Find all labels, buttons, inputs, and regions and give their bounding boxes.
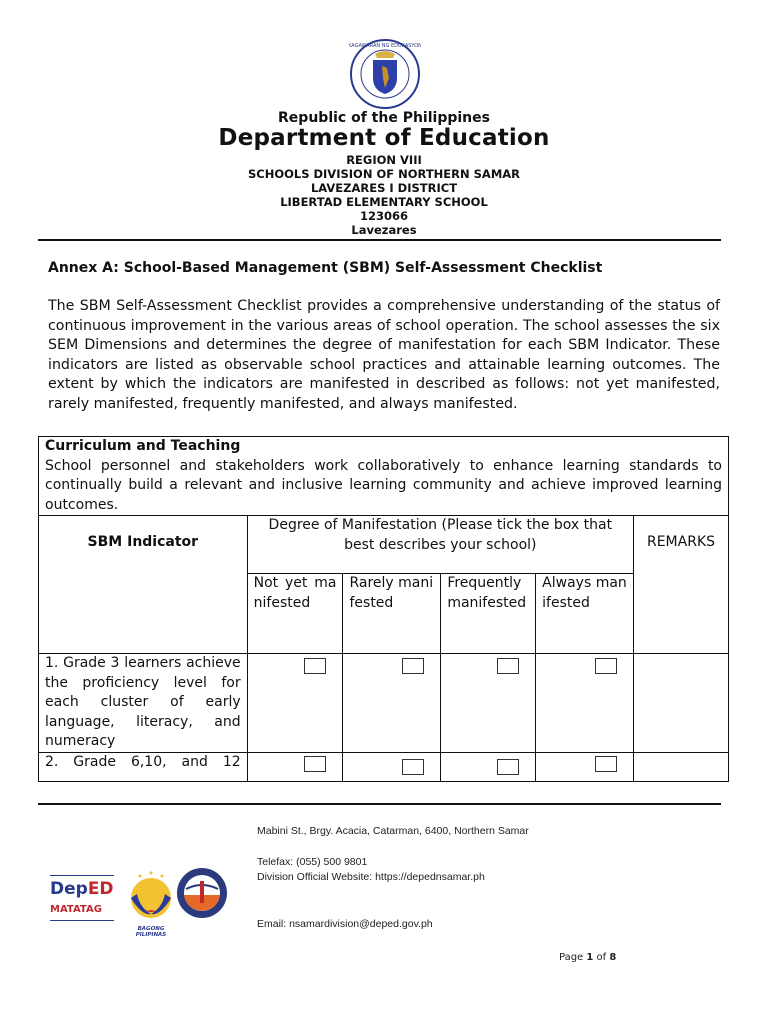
sbm-indicator-header: SBM Indicator bbox=[39, 516, 248, 654]
school-name: LIBERTAD ELEMENTARY SCHOOL bbox=[280, 195, 488, 209]
indicator-text: 1. Grade 3 learners achieve the proficiency level for each cluster of early language, literacy, and numeracy bbox=[39, 654, 248, 753]
footer-telefax: Telefax: (055) 500 9801 bbox=[257, 856, 368, 868]
level-not-yet: Not yet manifested bbox=[247, 574, 343, 654]
checkbox-always[interactable] bbox=[595, 658, 617, 674]
table-row bbox=[39, 752, 729, 782]
footer-email[interactable]: Email: nsamardivision@deped.gov.ph bbox=[257, 918, 433, 930]
header-divider bbox=[38, 239, 721, 241]
checkbox-not-yet[interactable] bbox=[304, 756, 326, 772]
level-always: Always manifested bbox=[536, 574, 634, 654]
region-label: REGION VIII bbox=[346, 153, 422, 167]
dimension-title: Curriculum and Teaching bbox=[45, 438, 241, 454]
page-prefix: Page bbox=[559, 952, 587, 963]
svg-text:KAGAWARAN NG EDUKASYON: KAGAWARAN NG EDUKASYON bbox=[349, 43, 421, 49]
dimension-description: School personnel and stakeholders work collaboratively to enhance learning standards to continually build a relevant and inclusive learning community and achieve improved learning outcomes. bbox=[45, 457, 722, 513]
district-label: LAVEZARES I DISTRICT bbox=[310, 181, 458, 195]
indicator-text: 2. Grade 6,10, and 12 bbox=[39, 752, 248, 782]
deped-matatag-logo: DepED MATATAG bbox=[50, 875, 114, 935]
footer-address: Mabini St., Brgy. Acacia, Catarman, 6400, Northern Samar bbox=[257, 825, 529, 837]
sbm-checklist-table bbox=[38, 436, 729, 782]
remarks-header: REMARKS bbox=[634, 516, 729, 654]
checkbox-always[interactable] bbox=[595, 756, 617, 772]
remarks-cell[interactable] bbox=[634, 752, 729, 782]
level-rarely: Rarely manifested bbox=[343, 574, 441, 654]
checkbox-frequently[interactable] bbox=[497, 658, 519, 674]
division-label: SCHOOLS DIVISION OF NORTHERN SAMAR bbox=[247, 167, 521, 181]
footer-website[interactable]: Division Official Website: https://depednsamar.ph bbox=[257, 871, 485, 883]
page-of: of bbox=[593, 952, 610, 963]
checkbox-rarely[interactable] bbox=[402, 658, 424, 674]
level-frequently: Frequently manifested bbox=[441, 574, 536, 654]
footer-divider bbox=[38, 803, 721, 805]
school-id: 123066 bbox=[359, 209, 408, 223]
table-row bbox=[39, 654, 729, 753]
bagong-pilipinas-logo: BAGONG PILIPINAS bbox=[122, 870, 180, 936]
annex-title: Annex A: School-Based Management (SBM) Self-Assessment Checklist bbox=[48, 260, 603, 276]
intro-paragraph: The SBM Self-Assessment Checklist provides a comprehensive understanding of the status of continuous improvement in the various areas of school operation. The school assesses the six SEM Dimensions and determines the degree of manifestation for each SBM Indicator. These indicators are listed as observable school practices and attainable learning outcomes. The extent by which the indicators are manifested in described as follows: not yet manifested, rarely manifested, frequently manifested, and always manifested. bbox=[48, 298, 720, 412]
division-seal-logo bbox=[176, 867, 228, 919]
checkbox-rarely[interactable] bbox=[402, 759, 424, 775]
department-heading: Department of Education bbox=[218, 125, 550, 151]
checkbox-frequently[interactable] bbox=[497, 759, 519, 775]
degree-header: Degree of Manifestation (Please tick the box that best describes your school) bbox=[247, 516, 633, 574]
dimension-cell bbox=[39, 437, 729, 516]
municipality-label: Lavezares bbox=[351, 223, 417, 237]
checkbox-not-yet[interactable] bbox=[304, 658, 326, 674]
remarks-cell[interactable] bbox=[634, 654, 729, 753]
republic-heading: Republic of the Philippines bbox=[278, 110, 490, 126]
page-current: 1 bbox=[586, 952, 594, 963]
deped-seal-icon bbox=[349, 38, 421, 110]
page-indicator bbox=[559, 952, 616, 963]
page-total: 8 bbox=[609, 952, 617, 963]
